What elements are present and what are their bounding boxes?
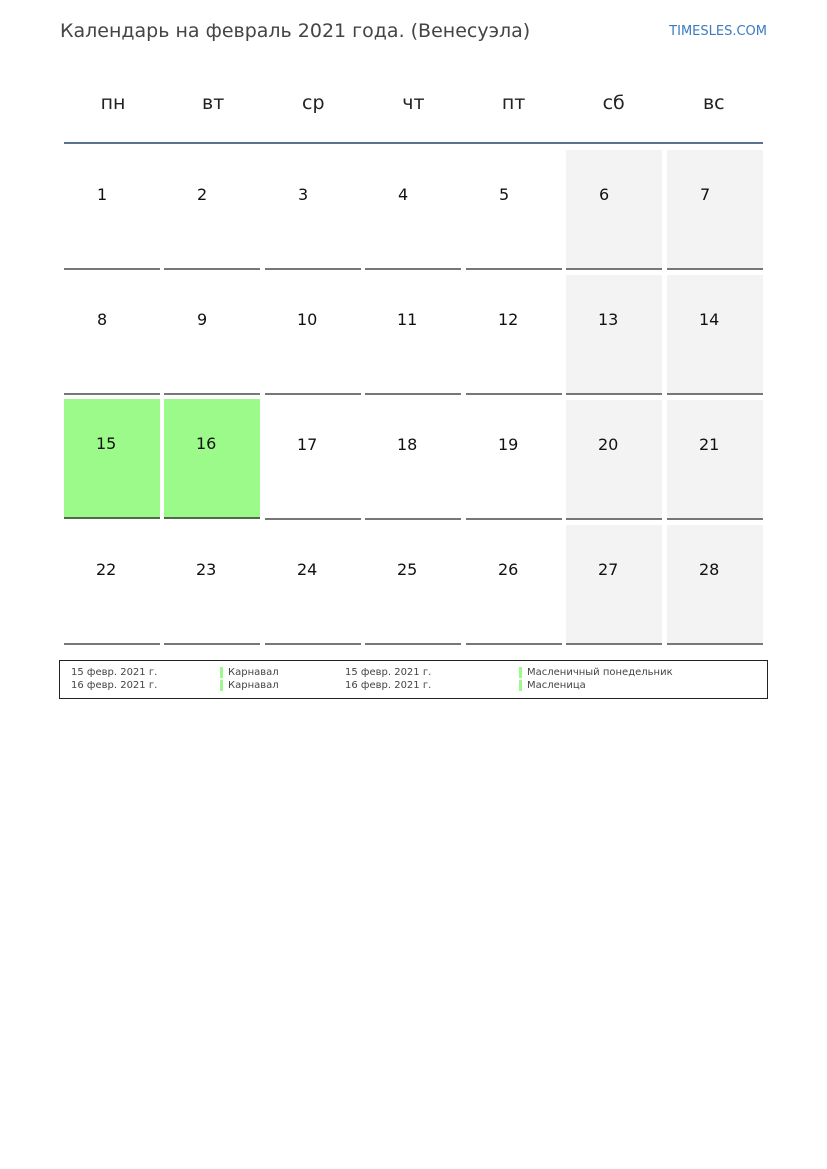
calendar-day-weekend [566, 275, 662, 395]
calendar-day-weekend [667, 525, 763, 645]
calendar-day-weekend [667, 400, 763, 520]
site-link[interactable]: TIMESLES.COM [669, 24, 767, 39]
holiday-legend [59, 660, 768, 699]
calendar-day-holiday [164, 399, 260, 519]
weekday-label: чт [402, 92, 425, 114]
holiday-color-marker [519, 667, 522, 678]
legend-holiday-name: Карнавал [228, 667, 279, 678]
weekday-label: пн [100, 92, 126, 114]
day-number: 27 [598, 560, 619, 579]
calendar-day [466, 400, 562, 520]
day-number: 4 [398, 185, 409, 204]
calendar-day [466, 150, 562, 270]
holiday-color-marker [519, 680, 522, 691]
holiday-color-marker [220, 680, 223, 691]
day-number: 6 [599, 185, 610, 204]
calendar-day [164, 150, 260, 270]
calendar-day-weekend [566, 150, 662, 270]
calendar-day [64, 150, 160, 270]
day-number: 5 [499, 185, 510, 204]
legend-date: 16 февр. 2021 г. [71, 680, 158, 691]
legend-holiday-name: Масленичный понедельник [527, 667, 673, 678]
day-number: 28 [699, 560, 720, 579]
day-number: 1 [97, 185, 108, 204]
day-number: 10 [297, 310, 318, 329]
day-number: 16 [196, 434, 217, 453]
day-number: 17 [297, 435, 318, 454]
weekday-label: ср [302, 92, 325, 114]
calendar-day-holiday [64, 399, 160, 519]
holiday-color-marker [220, 667, 223, 678]
calendar-day [466, 275, 562, 395]
weekday-label: сб [602, 92, 625, 114]
calendar-day [64, 275, 160, 395]
weekday-label: пт [501, 92, 526, 114]
calendar-day [365, 400, 461, 520]
weekday-label: вт [202, 92, 225, 114]
day-number: 3 [298, 185, 309, 204]
calendar-day-weekend [667, 150, 763, 270]
legend-date: 15 февр. 2021 г. [71, 667, 158, 678]
day-number: 13 [598, 310, 619, 329]
day-number: 23 [196, 560, 217, 579]
calendar-day [265, 400, 361, 520]
day-number: 24 [297, 560, 318, 579]
day-number: 8 [97, 310, 108, 329]
day-number: 20 [598, 435, 619, 454]
day-number: 21 [699, 435, 720, 454]
day-number: 11 [397, 310, 418, 329]
day-number: 25 [397, 560, 418, 579]
day-number: 18 [397, 435, 418, 454]
calendar-day [164, 275, 260, 395]
legend-row [60, 666, 767, 679]
calendar-day-weekend [667, 275, 763, 395]
day-number: 19 [498, 435, 519, 454]
legend-holiday-name: Карнавал [228, 680, 279, 691]
page-title: Календарь на февраль 2021 года. (Венесуэла) [60, 20, 531, 42]
day-number: 15 [96, 434, 117, 453]
calendar-day [265, 275, 361, 395]
calendar-day [466, 525, 562, 645]
day-number: 7 [700, 185, 711, 204]
day-number: 22 [96, 560, 117, 579]
day-number: 12 [498, 310, 519, 329]
calendar-day [265, 150, 361, 270]
calendar-day [365, 275, 461, 395]
day-number: 26 [498, 560, 519, 579]
legend-holiday-name: Масленица [527, 680, 586, 691]
calendar-day [365, 525, 461, 645]
calendar-day [365, 150, 461, 270]
day-number: 14 [699, 310, 720, 329]
weekday-label: вс [702, 92, 725, 114]
calendar-day [164, 525, 260, 645]
calendar-day [265, 525, 361, 645]
day-number: 9 [197, 310, 208, 329]
calendar-day-weekend [566, 525, 662, 645]
day-number: 2 [197, 185, 208, 204]
calendar-day [64, 525, 160, 645]
calendar-day-weekend [566, 400, 662, 520]
legend-date: 15 февр. 2021 г. [345, 667, 432, 678]
legend-row [60, 679, 767, 692]
legend-date: 16 февр. 2021 г. [345, 680, 432, 691]
